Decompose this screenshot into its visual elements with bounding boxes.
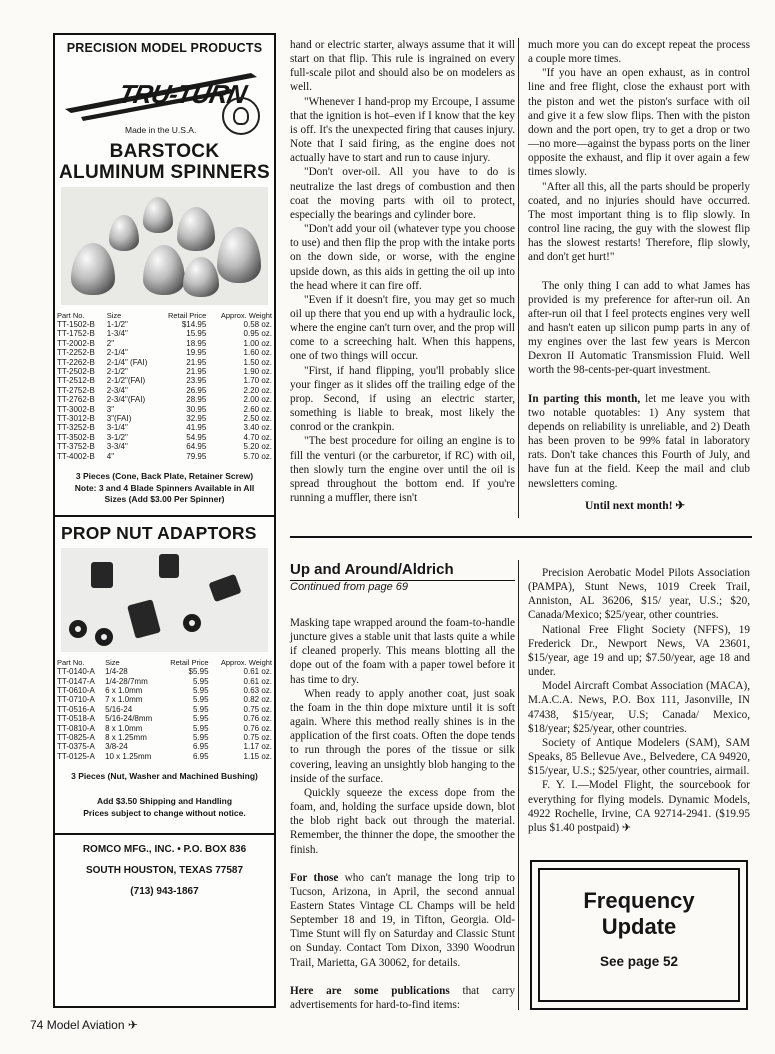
col-part: Part No.	[57, 311, 85, 320]
logo-area	[61, 61, 268, 139]
spinner-icon	[143, 245, 185, 295]
section-header	[290, 562, 515, 594]
weight: 0.61 oz.	[243, 667, 272, 677]
paragraph: "Whenever I hand-prop my Ercoupe, I assume that the ignition is hot–even if I know that the key is off. It's the unexpected firing that causes injury. Note that I said firing, as the engine does not actually have to start and run to cause injury.	[290, 95, 515, 165]
size: 1-3/4"	[106, 329, 128, 339]
part-number: TT-3502-B	[57, 432, 95, 442]
paragraph: "After all this, all the parts should be properly coated, and no injuries should have occurred. The most important thing is to flip slowly. In control line racing, the guy with the slowest flip has the slowest restarts! Therefore, flip slowly, and don't get hurt!"	[528, 180, 750, 264]
paragraph: National Free Flight Society (NFFS), 19 Frederick Dr., Newport News, VA 23601, $15/year, age 19 and up; $7.50/year, age 18 and under.	[528, 623, 750, 679]
table-row	[55, 714, 274, 723]
part-number: TT-3252-B	[57, 423, 95, 433]
size: 3/8-24	[105, 742, 128, 752]
washer-icon	[69, 620, 87, 638]
prop-nut-photo	[61, 548, 268, 652]
section-column-1	[290, 616, 515, 1012]
part-number: TT-2502-B	[57, 367, 95, 377]
size: 2-3/4"	[106, 385, 128, 395]
table-row	[55, 414, 274, 423]
part-number: TT-0140-A	[57, 667, 95, 677]
part-number: TT-2252-B	[57, 348, 95, 358]
part-number: TT-3012-B	[57, 414, 95, 424]
page-footer	[30, 1018, 138, 1032]
weight: 1.60 oz.	[243, 348, 272, 358]
table-row	[55, 386, 274, 395]
size: 3-3/4"	[106, 442, 128, 452]
weight: 5.20 oz.	[243, 442, 272, 452]
retail-price: 54.95	[186, 432, 207, 442]
weight: 0.75 oz.	[243, 732, 272, 742]
spinner-icon	[217, 227, 261, 283]
spinner-icon	[183, 257, 219, 297]
retail-price: 23.95	[186, 376, 207, 386]
weight: 2.50 oz.	[243, 414, 272, 424]
size: 8 x 1.0mm	[105, 723, 143, 733]
column-rule	[518, 38, 519, 518]
paragraph: When ready to apply another coat, just soak the foam in the thin dope mixture until it is soft again. Where this method really shines is in the application of the first coats. Often the dope tends to run through the pores of the tissue or silk covering, leaving an unsightly blob hanging to the inside of the surface.	[290, 687, 515, 785]
paragraph: "Don't add your oil (whatever type you choose to use) and then flip the prop with the intake ports on the down side, or worse, with the engine upside down, as this aids in getting the oil up into the head where it can fire off.	[290, 223, 515, 292]
size: 2"	[106, 338, 115, 348]
paragraph-lead: For those	[290, 871, 339, 884]
size: 7 x 1.0mm	[105, 695, 143, 705]
part-number: TT-0125-A	[57, 751, 95, 761]
retail-price: 5.95	[192, 723, 209, 733]
paragraph-text: who can't manage the long trip to Tucson, Arizona, in April, the second annual Eastern States Vintage CL Champs will be held September 18 and 19, in Tifton, Georgia. Old-Time Stunt will fly on Saturday and Classic Stunt on Sunday. Contact Tom Dixon, 3390 Woodrun Trail, Marietta, GA 30062, for details.	[290, 871, 515, 969]
retail-price: 6.95	[192, 742, 209, 752]
size: 3-1/2"	[106, 432, 128, 442]
weight: 1.00 oz.	[243, 338, 272, 348]
part-number: TT-2752-B	[57, 385, 95, 395]
retail-price: 32.95	[186, 414, 207, 424]
size: 5/16-24/8mm	[105, 714, 153, 724]
shipping-note: Add $3.50 Shipping and Handling	[96, 796, 233, 807]
weight: 3.40 oz.	[243, 423, 272, 433]
washer-icon	[183, 614, 201, 632]
paragraph: Precision Aerobatic Model Pilots Association (PAMPA), Stunt News, 1019 Creek Trail, Anniston, AL 36206, $15/ year, U.S.; $20, Canada/Mexico; $25/year, other countries.	[528, 567, 750, 622]
part-number: TT-0610-A	[57, 685, 95, 695]
closing-text: let me leave you with two notable quotables: 1) Any system that depends on reliability is unreliable, and 2) Death has been proven to be 99% fatal in laboratory rats. Don't take chances this Fourth of July, and have fun at the field. Keep the mail and club newsletters coming.	[528, 392, 750, 490]
part-number: TT-0518-A	[57, 714, 95, 724]
spinner-icon	[109, 215, 139, 251]
company-phone: (713) 943-1867	[130, 886, 199, 898]
part-number: TT-3002-B	[57, 404, 95, 414]
col-weight: Approx. Weight	[220, 311, 272, 320]
retail-price: 19.95	[186, 348, 207, 358]
size: 8 x 1.25mm	[105, 732, 147, 742]
col-price: Retail Price	[170, 658, 209, 668]
retail-price: 21.95	[186, 367, 207, 377]
nut-price-table	[55, 658, 274, 761]
retail-price: $14.95	[181, 320, 207, 329]
paragraph: F. Y. I.—Model Flight, the sourcebook for everything for flying models. Dynamic Models, 4922 Rochelle, Irvine, CA 92714-2941. ($19.95 plus $1.40 postpaid) ✈	[528, 779, 750, 834]
nut-icon	[127, 599, 161, 639]
made-in-label: Made in the U.S.A.	[125, 125, 197, 135]
table-row	[55, 733, 274, 742]
retail-price: 21.95	[186, 357, 207, 367]
col-part: Part No.	[57, 658, 85, 668]
retail-price: 18.95	[186, 338, 207, 348]
weight: 0.58 oz.	[243, 320, 272, 329]
weight: 0.76 oz.	[243, 723, 272, 733]
closing-paragraph	[528, 392, 750, 491]
retail-price: 5.95	[192, 676, 209, 686]
col-size: Size	[106, 311, 122, 320]
part-number: TT-0375-A	[57, 742, 95, 752]
spinner-note: 3 Pieces (Cone, Back Plate, Retainer Screw)	[75, 471, 254, 482]
table-row	[55, 433, 274, 442]
weight: 2.00 oz.	[243, 395, 272, 405]
paragraph	[290, 871, 515, 970]
col-size: Size	[105, 658, 120, 668]
table-row	[55, 705, 274, 714]
frequency-update-inner	[538, 868, 740, 1002]
part-number: TT-3752-B	[57, 442, 95, 452]
nut-icon	[159, 554, 179, 578]
closing-lead: In parting this month,	[528, 392, 641, 405]
spinners-photo	[61, 187, 268, 305]
retail-price: 15.95	[186, 329, 207, 339]
size: 1/4-28	[105, 667, 128, 677]
table-row	[55, 742, 274, 751]
price-change-note: Prices subject to change without notice.	[83, 808, 246, 819]
spinner-blade-note: Note: 3 and 4 Blade Spinners Available in All Sizes (Add $3.00 Per Spinner)	[74, 483, 255, 505]
size: 1/4-28/7mm	[105, 676, 148, 686]
retail-price: 28.95	[186, 395, 207, 405]
table-row	[55, 320, 274, 329]
weight: 1.15 oz.	[243, 751, 272, 761]
weight: 5.70 oz.	[243, 451, 272, 461]
weight: 0.61 oz.	[243, 676, 272, 686]
paragraph: Masking tape wrapped around the foam-to-handle juncture gives a stable unit that lasts quite a while if cleaned properly. This means blotting all the dope out of the foam with a paper towel before it has time to dry.	[290, 617, 515, 686]
frequency-title-2: Update	[601, 914, 677, 939]
paragraph: "The best procedure for oiling an engine is to fill the venturi (or the carburetor, if RC) with oil, then slowly turn the engine over until the oil is spread throughout the bottom end. If you're running a muffler, there isn't	[290, 435, 515, 504]
size: 2-1/2"(FAI)	[106, 376, 146, 386]
paragraph: much more you can do except repeat the process a couple more times.	[528, 39, 750, 66]
part-number: TT-2512-B	[57, 376, 95, 386]
table-row	[55, 395, 274, 404]
page-number: 74	[30, 1018, 44, 1032]
size: 4"	[106, 451, 115, 461]
retail-price: 26.95	[186, 385, 207, 395]
part-number: TT-0710-A	[57, 695, 95, 705]
weight: 0.75 oz.	[243, 704, 272, 714]
spinner-icon	[177, 207, 215, 251]
part-number: TT-0147-A	[57, 676, 95, 686]
retail-price: 5.95	[192, 732, 209, 742]
paragraph: Model Aircraft Combat Association (MACA), M.A.C.A. News, P.O. Box 111, Jasonville, IN 47438, $15/year, U.S; Canada/ Mexico, $18/year; $25/year, other countries.	[528, 680, 750, 735]
weight: 0.95 oz.	[243, 329, 272, 339]
retail-price: 5.95	[192, 685, 209, 695]
see-page-link: See page 52	[599, 954, 679, 969]
part-number: TT-1752-B	[57, 329, 95, 339]
advertisement	[53, 33, 276, 1008]
until-next-month: Until next month! ✈	[585, 500, 686, 512]
magazine-name: Model Aviation ✈	[46, 1018, 138, 1032]
part-number: TT-0825-A	[57, 732, 95, 742]
weight: 0.82 oz.	[243, 695, 272, 705]
part-number: TT-2262-B	[57, 357, 95, 367]
table-row	[55, 452, 274, 461]
part-number: TT-4002-B	[57, 451, 95, 461]
company-address: ROMCO MFG., INC. • P.O. BOX 836	[82, 844, 247, 856]
weight: 1.70 oz.	[243, 376, 272, 386]
ad-contact	[55, 833, 274, 902]
paragraph: The only thing I can add to what James has provided is my preference for after-run oil. An after-run oil that I feel protects engines very well and hasn't eaten up silicon pump parts in any of my engines over the last few years is Mercon Dexron II Automatic Transmission Fluid. Well worth the 98-cents-per-quart investment.	[528, 279, 750, 377]
column-rule	[518, 560, 519, 1010]
prop-nut-title: PROP NUT ADAPTORS	[61, 523, 257, 544]
size: 6 x 1.0mm	[105, 685, 143, 695]
company-city: SOUTH HOUSTON, TEXAS 77587	[85, 865, 244, 877]
weight: 4.70 oz.	[243, 432, 272, 442]
table-row	[55, 405, 274, 414]
part-number: TT-0810-A	[57, 723, 95, 733]
table-row	[55, 695, 274, 704]
paragraph-text: that carry advertisements for hard-to-find items:	[290, 984, 515, 1011]
part-number: TT-1502-B	[57, 320, 95, 329]
retail-price: 64.95	[186, 442, 207, 452]
paragraph: Society of Antique Modelers (SAM), SAM Speaks, 85 Bellevue Ave., Belvedere, CA 94920, $15/year, U.S.; $25/year, other countries, airmail.	[528, 736, 750, 778]
table-row	[55, 724, 274, 733]
size: 3-1/4"	[106, 423, 128, 433]
table-row	[55, 329, 274, 338]
table-row	[55, 339, 274, 348]
paragraph: "First, if hand flipping, you'll probably slice your finger as it slides off the trailing edge of the prop. Second, if using an electric starter, something is liable to break, most likely the conrod or the crankpin.	[290, 364, 515, 434]
section-column-2	[528, 566, 750, 835]
paragraph: Quickly squeeze the excess dope from the foam, and, holding the surface upside down, blot the blob right back out through the material. Remember, the thinner the dope, the smoother the finish.	[290, 786, 515, 856]
nut-icon	[208, 574, 241, 602]
size: 2-1/2"	[106, 367, 128, 377]
size: 2-1/4"	[106, 348, 128, 358]
paragraph: "If you have an open exhaust, as in control line and free flight, close the exhaust port with the piston and wet the piston's surface with oil and give it a few slow flips. Then with the piston down and the port open, try to get a drop or two—no more—against the bypass ports on the liner opposite the exhaust, and flip it over again a few times slowly.	[528, 67, 750, 179]
weight: 0.76 oz.	[243, 714, 272, 724]
part-number: TT-2762-B	[57, 395, 95, 405]
nut-icon	[91, 562, 113, 588]
brand-logo: TRU-TURN	[115, 79, 249, 109]
section-divider	[290, 536, 752, 538]
retail-price: 79.95	[186, 451, 207, 461]
size: 2-1/4" (FAI)	[106, 357, 148, 367]
size: 2-3/4"(FAI)	[106, 395, 146, 405]
size: 5/16-24	[105, 704, 133, 714]
table-row	[55, 358, 274, 367]
part-number: TT-0516-A	[57, 704, 95, 714]
retail-price: 41.95	[186, 423, 207, 433]
table-row	[55, 423, 274, 432]
weight: 1.50 oz.	[243, 357, 272, 367]
weight: 2.20 oz.	[243, 385, 272, 395]
washer-icon	[95, 628, 113, 646]
part-number: TT-2002-B	[57, 338, 95, 348]
size: 10 x 1.25mm	[105, 751, 152, 761]
paragraph: hand or electric starter, always assume that it will start on that flip. This rule is ingrained on every full-scale pilot and should also be on modelers as well.	[290, 39, 515, 94]
table-row	[55, 376, 274, 385]
size: 3"	[106, 404, 115, 414]
article-column-1	[290, 38, 515, 505]
spinners-title: BARSTOCK ALUMINUM SPINNERS	[59, 141, 270, 183]
spinner-price-table	[55, 311, 274, 461]
paragraph	[290, 984, 515, 1012]
size: 3"(FAI)	[106, 414, 132, 424]
article-column-2	[528, 38, 750, 491]
retail-price: 5.95	[192, 704, 209, 714]
retail-price: 6.95	[192, 751, 209, 761]
table-row	[55, 348, 274, 357]
paragraph-lead: Here are some publications	[290, 984, 450, 997]
col-price: Retail Price	[167, 311, 207, 320]
retail-price: 5.95	[192, 695, 209, 705]
weight: 2.60 oz.	[243, 404, 272, 414]
table-row	[55, 752, 274, 761]
frequency-title-1: Frequency	[583, 888, 695, 913]
table-row	[55, 442, 274, 451]
weight: 1.17 oz.	[243, 742, 272, 752]
table-row	[55, 667, 274, 676]
retail-price: 5.95	[192, 714, 209, 724]
spinner-icon	[143, 197, 173, 233]
nut-note: 3 Pieces (Nut, Washer and Machined Bushing)	[71, 771, 258, 782]
size: 1-1/2"	[106, 320, 128, 329]
spinner-icon	[71, 243, 115, 295]
weight: 1.90 oz.	[243, 367, 272, 377]
paragraph: "Even if it doesn't fire, you may get so much oil up there that you end up with a hydraulic lock, where the engine can't turn over, and the prop will come to a screeching halt. When this happens, one of two things will occur.	[290, 293, 515, 363]
col-weight: Approx. Weight	[220, 658, 272, 668]
weight: 0.63 oz.	[243, 685, 272, 695]
fifty-seal-icon	[222, 97, 260, 135]
section-title: Up and Around/Aldrich	[290, 561, 454, 578]
table-row	[55, 686, 274, 695]
section-subtitle: Continued from page 69	[290, 581, 409, 593]
retail-price: $5.95	[188, 667, 209, 677]
frequency-update-box	[530, 860, 748, 1010]
paragraph: "Don't over-oil. All you have to do is neutralize the last dregs of combustion and then coat the moving parts with oil to protect, especially the bearings and cylinder bore.	[290, 166, 515, 221]
table-row	[55, 367, 274, 376]
retail-price: 30.95	[186, 404, 207, 414]
ad-header: PRECISION MODEL PRODUCTS	[66, 41, 263, 55]
table-row	[55, 677, 274, 686]
